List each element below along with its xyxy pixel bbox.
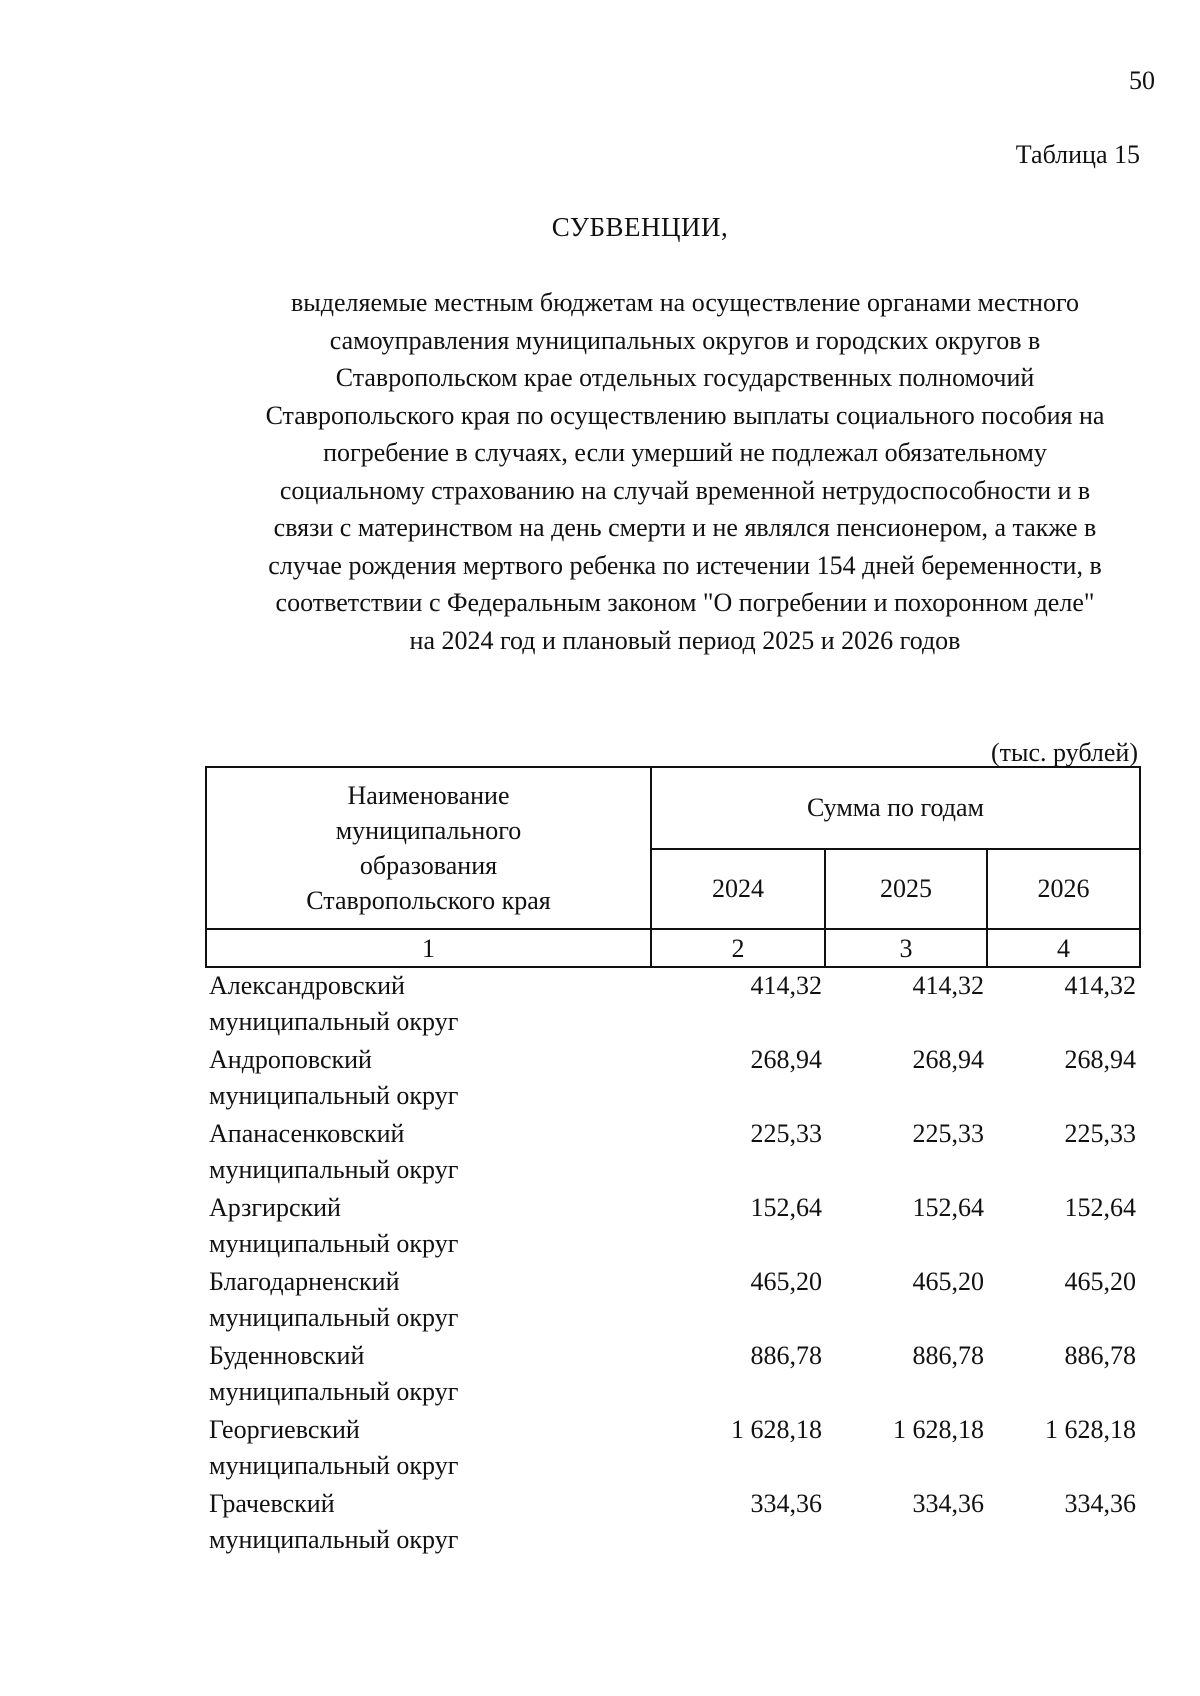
column-number-4: 4 xyxy=(1057,934,1070,963)
value-2025: 152,64 xyxy=(912,1193,984,1222)
value-2026: 225,33 xyxy=(1064,1119,1136,1148)
name-line: муниципальный округ xyxy=(209,1377,459,1406)
value-2024: 886,78 xyxy=(750,1341,822,1370)
value-2026: 268,94 xyxy=(1064,1045,1136,1074)
municipality-name xyxy=(209,1412,458,1484)
table-header xyxy=(205,766,1141,968)
municipality-name xyxy=(209,1486,458,1558)
name-line: муниципальный округ xyxy=(209,1007,459,1036)
municipality-name xyxy=(209,1338,458,1410)
table-divider xyxy=(986,850,988,966)
subtitle-line: выделяемые местным бюджетам на осуществление органами местного xyxy=(291,288,1079,317)
subtitle-line: связи с материнством на день смерти и не являлся пенсионером, а также в xyxy=(273,513,1097,542)
subtitle-line: на 2024 год и плановый период 2025 и 2026 годов xyxy=(409,625,961,655)
value-2026: 1 628,18 xyxy=(1045,1415,1136,1444)
name-line: муниципальный округ xyxy=(209,1155,459,1184)
value-2024: 334,36 xyxy=(750,1489,822,1518)
header-line: муниципального xyxy=(335,816,522,845)
subtitle-line: Ставропольском крае отдельных государственных полномочий xyxy=(335,363,1035,392)
table-row xyxy=(205,1338,1141,1412)
subtitle-line: социальному страхованию на случай временной нетрудоспособности и в xyxy=(279,475,1091,505)
name-line: Буденновский xyxy=(209,1341,365,1370)
header-line: Ставропольского края xyxy=(306,886,551,915)
name-line: муниципальный округ xyxy=(209,1229,459,1258)
value-2024: 225,33 xyxy=(750,1119,822,1148)
subtitle-line: Ставропольского края по осуществлению выплаты социального пособия на xyxy=(265,400,1105,430)
table-divider xyxy=(824,850,826,966)
table-divider xyxy=(652,848,1139,850)
value-2024: 414,32 xyxy=(750,971,822,1000)
table-body xyxy=(205,968,1141,1560)
municipality-name xyxy=(209,1264,458,1336)
value-2024: 1 628,18 xyxy=(731,1415,822,1444)
name-line: Александровский xyxy=(209,971,405,1000)
table-row xyxy=(205,1264,1141,1338)
name-line: муниципальный округ xyxy=(209,1303,459,1332)
value-2024: 465,20 xyxy=(750,1267,822,1296)
header-line: образования xyxy=(359,851,498,880)
column-number-3: 3 xyxy=(899,934,913,963)
subtitle-line: случае рождения мертвого ребенка по истечении 154 дней беременности, в xyxy=(268,550,1102,580)
table-row xyxy=(205,1190,1141,1264)
value-2026: 886,78 xyxy=(1064,1341,1136,1370)
units-label: (тыс. рублей) xyxy=(990,738,1138,767)
value-2024: 268,94 xyxy=(750,1045,822,1074)
municipality-name xyxy=(209,968,458,1040)
value-2025: 465,20 xyxy=(912,1267,984,1296)
header-line: Наименование xyxy=(347,781,510,810)
name-line: Георгиевский xyxy=(209,1415,360,1444)
year-header-2025: 2025 xyxy=(880,874,932,903)
value-2025: 268,94 xyxy=(912,1045,984,1074)
page-number: 50 xyxy=(1129,66,1155,95)
table-row xyxy=(205,1042,1141,1116)
value-2025: 414,32 xyxy=(912,971,984,1000)
year-header-2024: 2024 xyxy=(712,874,764,903)
value-2024: 152,64 xyxy=(750,1193,822,1222)
name-line: Благодарненский xyxy=(209,1267,400,1296)
table-divider xyxy=(650,768,652,966)
table-row xyxy=(205,968,1141,1042)
document-title: СУБВЕНЦИИ, xyxy=(551,212,729,242)
document-subtitle xyxy=(210,284,1160,659)
subtitle-line: погребение в случаях, если умерший не подлежал обязательному xyxy=(323,438,1047,467)
subtitle-line: соответствии с Федеральным законом "О погребении и похоронном деле" xyxy=(275,588,1095,617)
value-2025: 1 628,18 xyxy=(893,1415,984,1444)
table-divider xyxy=(207,928,1139,930)
sum-by-years-header: Сумма по годам xyxy=(806,793,985,822)
municipality-name xyxy=(209,1042,458,1114)
column-number-1: 1 xyxy=(422,934,435,963)
year-header-2026: 2026 xyxy=(1037,874,1090,903)
table-label: Таблица 15 xyxy=(1015,140,1140,169)
table-row xyxy=(205,1486,1141,1560)
table-row xyxy=(205,1412,1141,1486)
name-column-header xyxy=(207,768,650,928)
value-2025: 886,78 xyxy=(912,1341,984,1370)
name-line: муниципальный округ xyxy=(209,1081,459,1110)
name-line: Андроповский xyxy=(209,1045,372,1074)
municipality-name xyxy=(209,1116,458,1188)
municipality-name xyxy=(209,1190,458,1262)
name-line: муниципальный округ xyxy=(209,1451,459,1480)
subtitle-line: самоуправления муниципальных округов и городских округов в xyxy=(329,325,1041,355)
name-line: Грачевский xyxy=(209,1489,335,1518)
value-2026: 152,64 xyxy=(1064,1193,1136,1222)
value-2026: 414,32 xyxy=(1064,971,1136,1000)
column-number-2: 2 xyxy=(731,934,745,963)
table-row xyxy=(205,1116,1141,1190)
name-line: Апанасенковский xyxy=(209,1119,405,1148)
value-2026: 465,20 xyxy=(1064,1267,1136,1296)
value-2025: 334,36 xyxy=(912,1489,984,1518)
name-line: муниципальный округ xyxy=(209,1525,459,1554)
value-2026: 334,36 xyxy=(1064,1489,1136,1518)
name-line: Арзгирский xyxy=(209,1193,341,1222)
value-2025: 225,33 xyxy=(912,1119,984,1148)
